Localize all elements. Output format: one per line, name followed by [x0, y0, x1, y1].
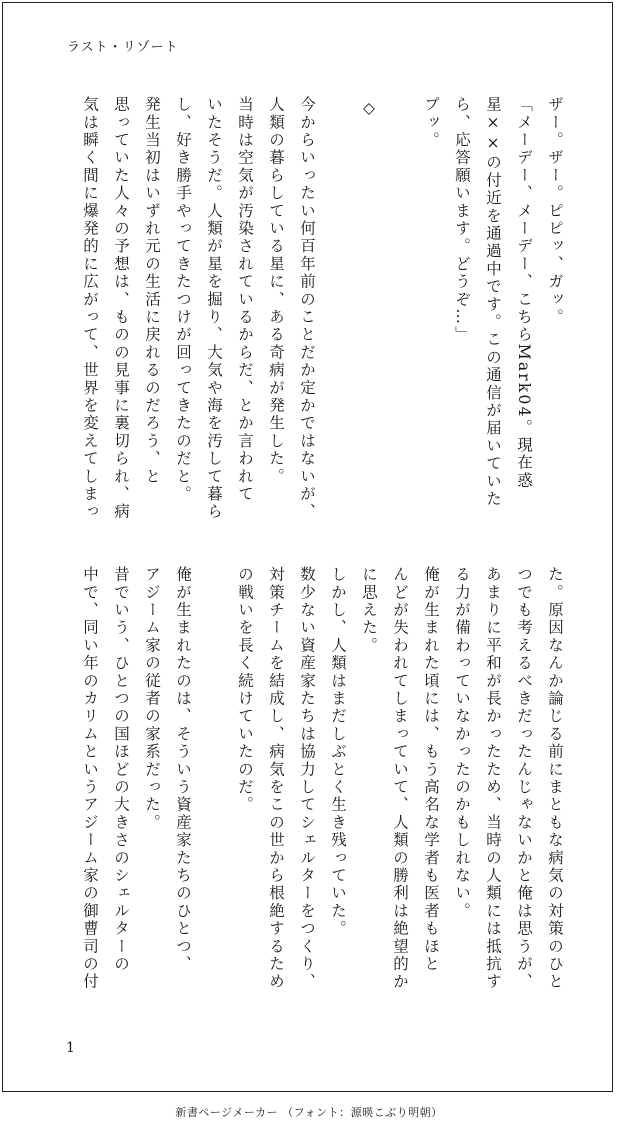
- text-line: [384, 96, 415, 536]
- text-line: 今からいったい何百年前のことだか定かではないが、: [298, 96, 316, 521]
- text-line: 数少ない資産家たちは協力してシェルターをつくり、: [298, 566, 316, 991]
- text-line: 気は瞬く間に爆発的に広がって、世界を変えてしまっ: [81, 96, 99, 521]
- text-line: プッ。: [422, 96, 440, 150]
- text-line: んどが失われてしまっていて、人類の勝利は絶望的か: [391, 566, 409, 991]
- text-line: 俺が生まれたのは、そういう資産家たちのひとつ、: [174, 566, 192, 974]
- text-line: 当時は空気が汚染されているからだ、とか言われて: [236, 96, 254, 504]
- text-line: た。原因なんか論じる前にまともな病気の対策のひと: [546, 566, 564, 991]
- text-line: 昔でいう、ひとつの国ほどの大きさのシェルターの: [112, 566, 130, 974]
- text-line: ら、応答願います。どうぞ…」: [453, 96, 471, 344]
- body-text-top-block: [74, 96, 570, 536]
- footer-credit: 新書ページメーカー （フォント：源暎こぶり明朝）: [175, 1106, 443, 1119]
- text-line: 対策チームを結成し、病気をこの世から根絶するため: [267, 566, 285, 991]
- text-line: 人類の暮らしている星に、ある奇病が発生した。: [267, 96, 285, 486]
- body-text-bottom-block: [74, 566, 570, 1006]
- text-line: 思っていた人々の予想は、ものの見事に裏切られ、病: [112, 96, 130, 521]
- text-line: 星××の付近を通過中です。この通信が届いていた: [484, 96, 502, 509]
- text-line: つでも考えるべきだったんじゃないかと俺は思うが、: [515, 566, 533, 991]
- text-line: ◇: [360, 99, 378, 120]
- text-line: アジーム家の従者の家系だった。: [143, 566, 161, 832]
- text-line: あまりに平和が長かったため、当時の人類には抵抗す: [484, 566, 502, 991]
- text-line: 中で、同い年のカリムというアジーム家の御曹司の付: [81, 566, 99, 991]
- text-line: の戦いを長く続けていたのだ。: [236, 566, 254, 814]
- text-line: る力が備わっていなかったのかもしれない。: [453, 566, 471, 920]
- page-number: 1: [66, 1040, 75, 1056]
- text-line: し、好き勝手やってきたつけが回ってきたのだと。: [174, 96, 192, 504]
- text-line: ザー。ザー。ピピッ、ガッ。: [546, 96, 564, 327]
- text-line: [322, 96, 353, 536]
- text-line: しかし、人類はまだしぶとく生き残っていた。: [329, 566, 347, 938]
- running-header: ラスト・リゾート: [67, 40, 179, 55]
- text-line: いたそうだ。人類が星を掘り、大気や海を汚して暮ら: [205, 96, 223, 521]
- text-line: 発生当初はいずれ元の生活に戻れるのだろう、と: [143, 96, 161, 486]
- text-line: 俺が生まれた頃には、もう高名な学者も医者もほと: [422, 566, 440, 974]
- text-line: [198, 566, 229, 1006]
- text-line: 「メーデー、メーデー、こちらMark04。現在惑: [515, 96, 533, 490]
- text-line: に思えた。: [360, 566, 378, 655]
